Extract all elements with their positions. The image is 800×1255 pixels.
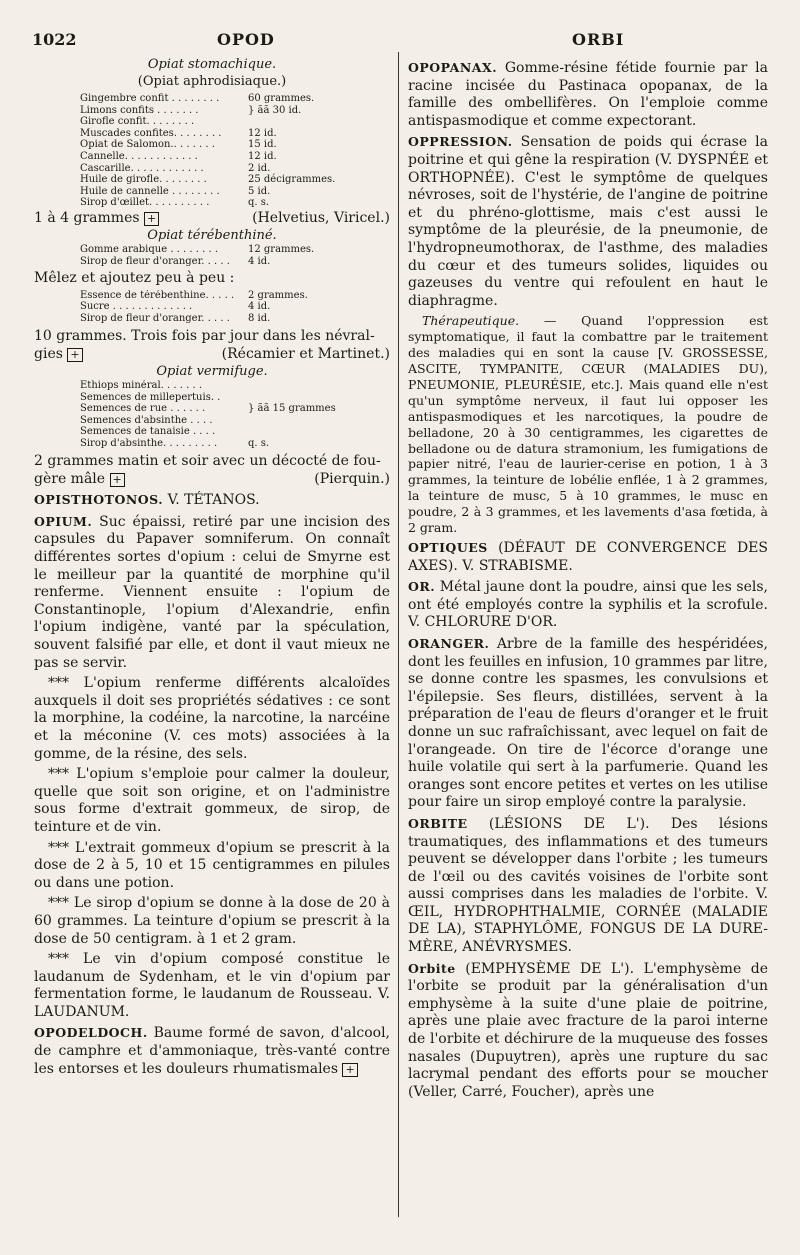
right-column: [408, 56, 768, 1221]
plus-box-icon: +: [144, 212, 159, 226]
entry-text: Métal jaune dont la poudre, ainsi que les sels, ont été employés contre la syphilis et la scrofule. V. CHLORURE D'OR.: [408, 579, 768, 631]
section-label: Thérapeutique.: [422, 313, 520, 329]
ingredient-row: Semences de tanaisie . . . .: [80, 426, 216, 438]
entry-text: (LÉSIONS DE L'). Des lésions traumatiques, des inflammations et des tumeurs peuvent se développer dans l'orbite ; les tumeurs de l'œil ou des cavités voisines de l'orbite sont aussi comprises dans les maladies de l'orbite. V. ŒIL, HYDROPHTHALMIE, CORNÉE (MALADIE DE LA), STAPHYLÔME, FONGUS DE LA DURE-MÈRE, ANÉVRYSMES.: [408, 815, 768, 956]
left-column: [34, 56, 390, 1221]
entry-headword: OPPRESSION.: [408, 134, 513, 150]
instruction-text: Mêlez et ajoutez peu à peu :: [34, 270, 235, 287]
ingredient-row: Opiat de Salomon.. . . . . . . 15 id.: [80, 139, 277, 151]
ingredient-row: Cannelle. . . . . . . . . . . . 12 id.: [80, 150, 277, 162]
ingredient-list: [80, 380, 390, 450]
entry-opium: [34, 513, 390, 672]
entry-headword: OR.: [408, 579, 436, 595]
dose-line: 2 grammes matin et soir avec un décocté de fou-: [34, 452, 381, 469]
dose-line: gies + (Récamier et Martinet.): [34, 346, 390, 363]
ingredient-row: Gingembre confit . . . . . . . . 60 grammes.: [80, 93, 315, 104]
entry-text: Suc épaissi, retiré par une incision des capsules du Papaver somniferum. On connaît différentes sortes d'opium : celui de Smyrne est le meilleur par la quantité de morphine qu'il renferme. Viennent ensuite : l'opium de Constantinople, l'opium d'Alexandrie, enfin l'opium indigène, vanté par la spéculation, souvent falsifié par elle, et dont il vaut mieux ne pas se servir.: [34, 513, 390, 671]
ingredient-row: Éthiops minéral. . . . . . .: [80, 380, 202, 392]
entry-headword: ORBITE: [408, 815, 468, 831]
recipe-subtitle: (Opiat aphrodisiaque.): [137, 74, 287, 89]
dose-line: gère mâle + (Pierquin.): [34, 471, 390, 488]
column-divider: [398, 52, 399, 1217]
left-guide-word: OPOD: [217, 30, 275, 49]
ingredient-row: Semences de millepertuis. .: [80, 391, 221, 403]
entry-paragraph: *** L'opium renferme différents alcaloïdes auxquels il doit ses propriétés sédatives : ce sont la morphine, la codéine, la narcotine, la narcéine et la méconine (V. ces mots) associées à la gomme, de la résine, des sels.: [34, 675, 390, 762]
ingredient-row: Sirop de fleur d'oranger. . . . . 8 id.: [80, 312, 271, 324]
ingredient-row: Cascarille. . . . . . . . . . . . 2 id.: [80, 162, 271, 174]
entry-paragraph: *** L'extrait gommeux d'opium se prescrit à la dose de 2 à 5, 10 et 15 centigrammes en pilules ou dans une potion.: [34, 839, 390, 891]
entry-text: (EMPHYSÈME DE L'). L'emphysème de l'orbite se produit par la généralisation d'un emphysème à la suite d'une plaie de poitrine, après une plaie avec fracture de la paroi interne de l'orbite et déchirure de la muqueuse des fosses nasales (Dupuytren), après une rupture du sac lacrymal pendant des efforts pour se moucher (Veller, Carré, Foucher), après une: [408, 960, 768, 1100]
ingredient-row: Limons confits . . . . . . . } ãã 30 id.: [80, 104, 302, 116]
entry-oppression: [408, 133, 768, 310]
entry-text: Sensation de poids qui écrase la poitrine et qui gêne la respiration (V. DYSPNÉE et ORTHOPNÉE). C'est le symptôme de quelques névroses, soit de l'hystérie, de l'angine de poitrine et du phréno-glottisme, mais c'est aussi le symptôme de la pleurésie, de la pneumonie, de l'hydropneumothorax, de l'asthme, des maladies du cœur et des tumeurs solides, liquides ou gazeuses du ventre qui refoulent en haut le diaphragme.: [408, 134, 768, 309]
right-guide-word: ORBI: [572, 30, 625, 49]
entry-opopanax: [408, 59, 768, 130]
ingredient-row: Sucre . . . . . . . . . . . . . 4 id.: [80, 301, 271, 313]
ingredient-row: Semences d'absinthe . . . .: [80, 414, 213, 426]
entry-orbite-emphyseme: [408, 960, 768, 1102]
recipe-title: Opiat vermifuge.: [156, 364, 268, 380]
entry-paragraph: *** Le vin d'opium composé constitue le laudanum de Sydenham, et le vin d'opium par fermentation forme, le laudanum de Rousseau. V. LAUDANUM.: [34, 951, 390, 1020]
running-header: [32, 30, 770, 54]
authors: (Helvetius, Viricel.): [252, 209, 390, 226]
plus-box-icon: +: [110, 473, 125, 487]
entry-optiques: [408, 539, 768, 575]
therapeutique-paragraph: [408, 313, 768, 536]
entry-opisthotonos: [34, 491, 390, 510]
ingredient-row: Sirop d'absinthe. . . . . . . . . q. s.: [80, 438, 270, 450]
entry-headword: OPOPANAX.: [408, 60, 498, 75]
entry-paragraph: *** Le sirop d'opium se donne à la dose de 20 à 60 grammes. La teinture d'opium se prescrit à la dose de 50 centigram. à 1 et 2 gram.: [34, 895, 390, 947]
ingredient-row: Girofle confit. . . . . . . .: [80, 116, 195, 128]
plus-box-icon: +: [67, 348, 82, 362]
entry-headword: ORANGER.: [408, 635, 490, 651]
dose-line: 10 grammes. Trois fois par jour dans les névral-: [34, 327, 375, 344]
entry-text: Gomme-résine fétide fournie par la racine incisée du Pastinaca opopanax, de la famille des ombellifères. On l'emploie comme antispasmodique et comme expectorant.: [408, 60, 768, 129]
entry-headword: Orbite: [408, 960, 456, 976]
entry-text: — Quand l'oppression est symptomatique, il faut la combattre par le traitement des maladies qui en sont la cause [V. GROSSESSE, ASCITE, TYMPANITE, CŒUR (MALADIES DU), PNEUMONIE, PLEURÉSIE, etc.]. Mais quand elle n'est qu'un symptôme nerveux, il faut lui opposer les antispasmodiques et les narcotiques, la poudre de belladone, 20 à 30 centigrammes, les cigarettes de belladone ou de datura stramonium, les fumigations de papier nitré, l'eau de laurier-cerise en potion, 1 à 3 grammes, la teinture de lobélie enflée, 1 à 2 grammes, la teinture de musc, 5 à 10 grammes, le musc en poudre, 2 à 3 grammes, et les lavements d'asa fœtida, à 2 gram.: [408, 313, 768, 536]
entry-text: Baume formé de savon, d'alcool, de camphre et d'ammoniaque, très-vanté contre les entorses et les douleurs rhumatismales: [34, 1025, 390, 1077]
ingredient-row: Huile de girofle. . . . . . . . 25 décigrammes.: [80, 174, 336, 186]
ingredient-list: [80, 290, 390, 325]
entry-paragraph: *** L'opium s'emploie pour calmer la douleur, quelle que soit son origine, et on l'administre sous forme d'extrait gommeux, de sirop, de teinture et de vin.: [34, 766, 390, 835]
entry-headword: OPISTHOTONOS.: [34, 492, 164, 508]
entry-orbite: [408, 815, 768, 957]
entry-text: V. TÉTANOS.: [167, 492, 260, 509]
entry-headword: OPTIQUES: [408, 540, 488, 555]
entry-or: [408, 578, 768, 632]
authors: (Récamier et Martinet.): [221, 346, 390, 363]
recipe-title: Opiat stomachique.: [147, 57, 277, 72]
entry-text: Arbre de la famille des hespéridées, dont les feuilles en infusion, 10 grammes par litre, se donne contre les spasmes, les convulsions et l'épilepsie. Ses fleurs, distillées, servent à la préparation de l'eau de fleurs d'oranger et le fruit donne un suc rafraîchissant, avec lequel on fait de l'orangeade. On tire de l'écorce d'orange une huile volatile qui sert à la parfumerie. Quand les oranges sont encore petites et vertes on les utilise pour faire un sirop employé contre la paralysie.: [408, 635, 768, 811]
entry-headword: OPODELDOCH.: [34, 1025, 148, 1041]
plus-box-icon: +: [342, 1063, 357, 1077]
authors: (Pierquin.): [314, 471, 390, 488]
ingredient-row: Gomme arabique . . . . . . . . 12 grammes.: [80, 243, 315, 255]
entry-text: (DÉFAUT DE CONVERGENCE DES AXES). V. STRABISME.: [408, 540, 768, 574]
ingredient-list: [80, 93, 390, 209]
entry-headword: OPIUM.: [34, 513, 93, 529]
dose-line: 1 à 4 grammes + (Helvetius, Viricel.): [34, 209, 390, 226]
recipe-title: Opiat térébenthiné.: [147, 227, 277, 243]
page-number: 1022: [32, 30, 77, 49]
ingredient-list: [80, 244, 390, 267]
ingredient-row: Semences de rue . . . . . . } ãã 15 grammes: [80, 403, 336, 415]
entry-opodeldoch: [34, 1024, 390, 1078]
ingredient-row: Essence de térébenthine. . . . . 2 grammes.: [80, 289, 308, 301]
ingredient-row: Huile de cannelle . . . . . . . . 5 id.: [80, 185, 271, 197]
entry-oranger: [408, 635, 768, 812]
ingredient-row: Muscades confites. . . . . . . . 12 id.: [80, 127, 277, 139]
ingredient-row: Sirop d'œillet. . . . . . . . . . q. s.: [80, 197, 270, 209]
ingredient-row: Sirop de fleur d'oranger. . . . . 4 id.: [80, 255, 271, 267]
